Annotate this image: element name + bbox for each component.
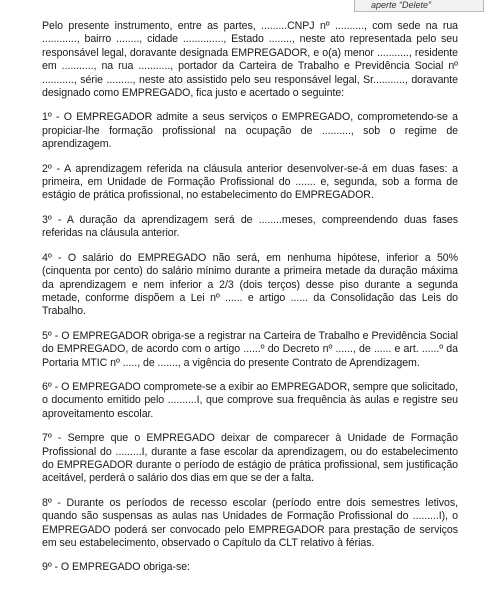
clause-8-paragraph: 8º - Durante os períodos de recesso escolar (período entre dois semestres letivos, quando são suspensas as aulas nas Unidades de Formação Profissional do .........I), o EMPREGADO poderá ser convocado pelo EMPREGADOR para prestação de serviços em seu estabelecimento, observado o Capítulo da CLT relativo à férias.: [42, 496, 458, 549]
clause-3-paragraph: 3º - A duração da aprendizagem será de ........meses, compreendendo duas fases referidas na cláusula anterior.: [42, 213, 458, 240]
clause-9-paragraph: 9º - O EMPREGADO obriga-se:: [42, 561, 190, 574]
clause-7-paragraph: 7º - Sempre que o EMPREGADO deixar de comparecer à Unidade de Formação Profissional do .........I, durante a fase escolar da aprendizagem, ou do estabelecimento do EMPREGADOR durante o período de estágio de prática profissional, sem justificação aceitável, perderá o salário dos dias em que se der a falta.: [42, 432, 458, 485]
contract-document: [42, 20, 458, 586]
delete-hint-tooltip: aperte “Delete”: [354, 0, 484, 12]
clause-5-paragraph: 5º - O EMPREGADOR obriga-se a registrar na Carteira de Trabalho e Previdência Social do EMPREGADO, de acordo com o artigo ......º do Decreto nº ......, de ...... e art. ......º da Portaria MTIC nº ....., de ......., a vigência do presente Contrato de Aprendizagem.: [42, 329, 458, 369]
clause-4-paragraph: 4º - O salário do EMPREGADO não será, em nenhuma hipótese, inferior a 50% (cinquenta por cento) do salário mínimo durante a primeira metade da duração máxima da aprendizagem e nem inferior a 2/3 (dois terços) desse piso durante a segunda metade, conforme dispõem a Lei nº ...... e artigo ...... da Consolidação das Leis do Trabalho.: [42, 251, 458, 318]
clause-1-paragraph: 1º - O EMPREGADOR admite a seus serviços o EMPREGADO, comprometendo-se a propiciar-lhe formação profissional na ocupação de .........., sob o regime de aprendizagem.: [42, 111, 458, 151]
clause-2-paragraph: 2º - A aprendizagem referida na cláusula anterior desenvolver-se-á em duas fases: a primeira, em Unidade de Formação Profissional do ....... e, segunda, sob a forma de estágio de prática profissional, no estabelecimento do EMPREGADOR.: [42, 162, 458, 202]
clause-6-paragraph: 6º - O EMPREGADO compromete-se a exibir ao EMPREGADOR, sempre que solicitado, o documento emitido pelo ..........I, que comprove sua frequência às aulas e registre seu aproveitamento escolar.: [42, 380, 458, 420]
preamble-paragraph: Pelo presente instrumento, entre as partes, .........CNPJ nº .........., com sede na rua ............, bairro ........, cidade .............., Estado ........, neste ato representada pelo seu responsável legal, doravante designada EMPREGADOR, e o(a) menor ..........., residente em ..........., na rua ..........., portador da Carteira de Trabalho e Previdência Social nº ..........., série ........., neste ato assistido pelo seu responsável legal, Sr..........., doravante designado como EMPREGADO, fica justo e acertado o seguinte:: [42, 20, 458, 100]
